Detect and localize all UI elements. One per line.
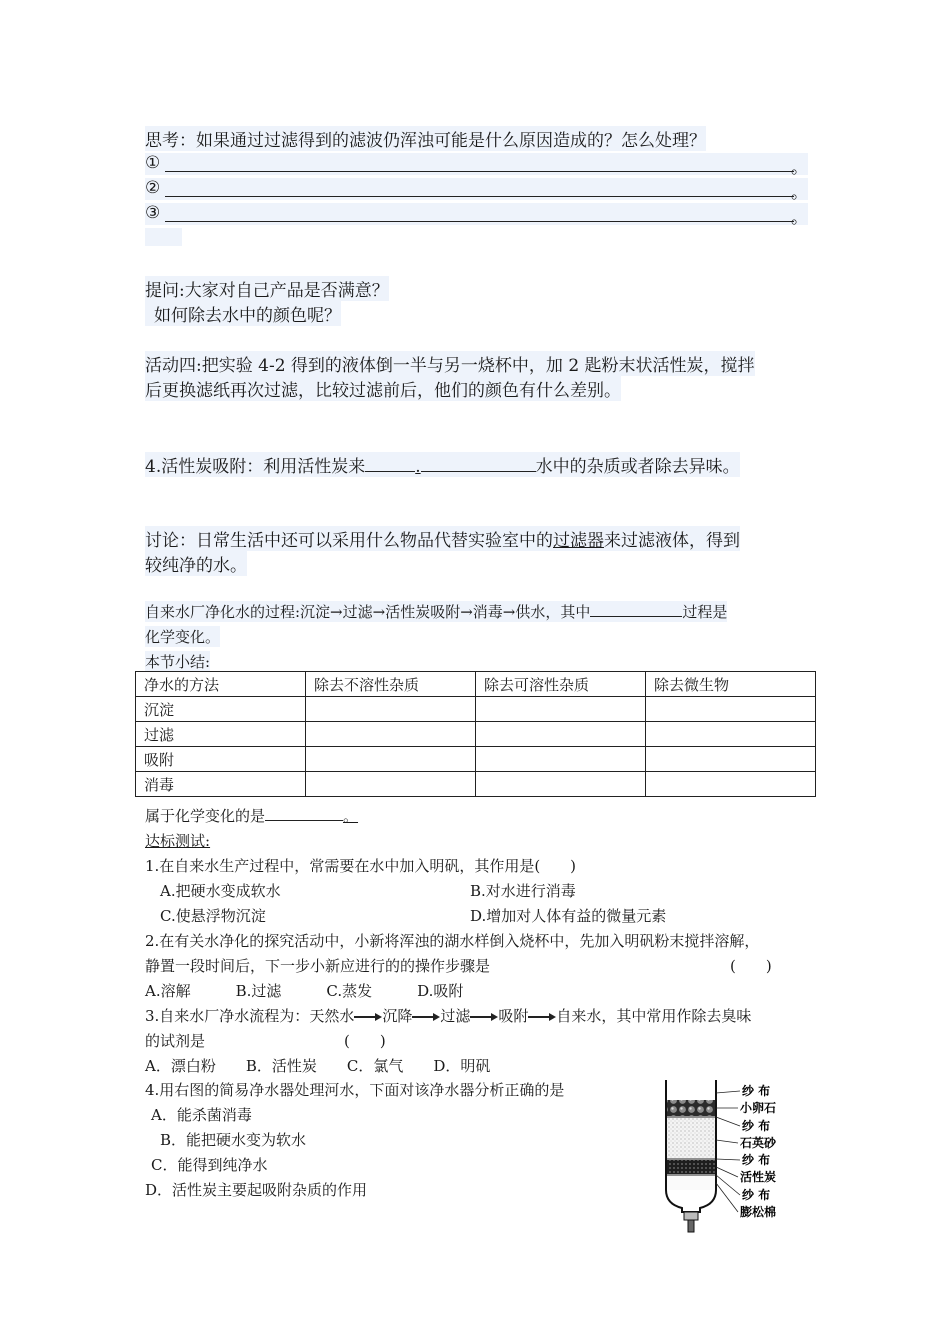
q3-step: 沉降 [382, 1007, 413, 1025]
answer-cell[interactable] [646, 747, 816, 772]
summary-table [135, 671, 816, 797]
flow-arrow-icon [470, 1014, 498, 1020]
adsorb-blank-2[interactable] [421, 457, 536, 472]
answer-line-2[interactable] [145, 178, 808, 203]
flow-arrow-icon [354, 1014, 382, 1020]
discuss-suffix: 来过滤液体，得到 [604, 531, 740, 551]
adsorb-suffix: 水中的杂质或者除去异味。 [535, 457, 740, 477]
q3-step: 吸附 [498, 1007, 529, 1025]
q4-option-b: B．能把硬水变为软水 [160, 1131, 307, 1149]
figure-label: 活性炭 [740, 1170, 777, 1184]
answer-cell[interactable] [306, 747, 476, 772]
answer-rule [165, 196, 794, 197]
answer-cell[interactable] [306, 772, 476, 797]
think-question: 思考：如果通过过滤得到的滤波仍浑浊可能是什么原因造成的？怎么处理？ [145, 126, 706, 151]
table-row [136, 772, 816, 797]
q4-option-d: D．活性炭主要起吸附杂质的作用 [145, 1181, 368, 1199]
chem-end: 。 [343, 807, 359, 825]
q3-line-2: 的试剂是 [145, 1032, 206, 1050]
q1-stem: 1.在自来水生产过程中，常需要在水中加入明矾，其作用是( ) [145, 857, 577, 875]
q4-stem: 4.用右图的简易净水器处理河水，下面对该净水器分析正确的是 [145, 1081, 565, 1099]
water-filter-diagram [660, 1078, 790, 1238]
table-row [136, 697, 816, 722]
discuss-prefix: 讨论：日常生活中还可以采用什么物品代替实验室中的 [145, 531, 553, 551]
method-cell: 吸附 [136, 747, 306, 772]
answer-cell[interactable] [646, 772, 816, 797]
answer-line-3[interactable] [145, 203, 808, 228]
q1-option-b: B.对水进行消毒 [470, 882, 576, 900]
discuss-line-2: 较纯净的水。 [145, 551, 247, 576]
q2-line-2: 静置一段时间后，下一步小新应进行的的操作步骤是 [145, 957, 491, 975]
table-header: 除去微生物 [646, 672, 816, 697]
q2-options: A.溶解 B.过滤 C.蒸发 D.吸附 [145, 982, 464, 1000]
table-header: 净水的方法 [136, 672, 306, 697]
test-title: 达标测试: [145, 832, 211, 850]
activity4-line-2: 后更换滤纸再次过滤，比较过滤前后，他们的颜色有什么差别。 [145, 376, 621, 401]
line-end-period: 。 [791, 208, 808, 228]
chem-blank[interactable] [265, 806, 343, 821]
answer-cell[interactable] [476, 772, 646, 797]
chem-change-line [145, 805, 370, 826]
q3-prefix: 3.自来水厂净水流程为：天然水 [145, 1007, 355, 1025]
q1-option-c: C.使悬浮物沉淀 [160, 907, 266, 925]
circled-mark: ③ [145, 203, 161, 223]
q1-option-d: D.增加对人体有益的微量元素 [470, 907, 667, 925]
q4-option-a: A．能杀菌消毒 [151, 1106, 252, 1124]
plant-blank[interactable] [590, 602, 682, 617]
plant-prefix: 自来水厂净化水的过程:沉淀→过滤→活性炭吸附→消毒→供水，其中 [145, 603, 591, 621]
plant-line-2: 化学变化。 [145, 628, 221, 646]
figure-label: 膨松棉 [740, 1205, 777, 1219]
adsorb-blank-dot: . [415, 457, 421, 477]
answer-cell[interactable] [306, 722, 476, 747]
figure-label: 纱 布 [742, 1153, 771, 1167]
filter-term: 过滤器 [553, 531, 604, 551]
q2-line-1: 2.在有关水净化的探究活动中，小新将浑浊的湖水样倒入烧杯中，先加入明矾粉末搅拌溶解， [145, 932, 760, 950]
answer-cell[interactable] [476, 722, 646, 747]
answer-cell[interactable] [306, 697, 476, 722]
adsorb-blank-1[interactable] [365, 457, 415, 472]
table-header: 除去不溶性杂质 [306, 672, 476, 697]
chem-prefix: 属于化学变化的是 [145, 807, 266, 825]
discuss-line-1 [145, 526, 740, 551]
figure-label: 纱 布 [742, 1084, 771, 1098]
adsorb-line [145, 452, 740, 477]
q3-step: 自来水，其中常用作除去臭味 [556, 1007, 752, 1025]
flow-arrow-icon [412, 1014, 440, 1020]
table-header-row [136, 672, 816, 697]
q3-paren: ( ) [344, 1032, 386, 1050]
method-cell: 消毒 [136, 772, 306, 797]
table-row [136, 747, 816, 772]
empty-highlight [145, 228, 182, 246]
circled-mark: ② [145, 178, 161, 198]
ask-line-1: 提问:大家对自己产品是否满意？ [145, 276, 389, 301]
q3-step: 过滤 [440, 1007, 471, 1025]
answer-cell[interactable] [476, 747, 646, 772]
filter-bottle [666, 1080, 716, 1232]
q3-line-1 [145, 1005, 751, 1026]
answer-cell[interactable] [646, 697, 816, 722]
q4-option-c: C．能得到纯净水 [151, 1156, 268, 1174]
figure-label: 石英砂 [740, 1136, 777, 1150]
flow-arrow-icon [528, 1014, 556, 1020]
q1-option-a: A.把硬水变成软水 [160, 882, 281, 900]
method-cell: 过滤 [136, 722, 306, 747]
answer-rule [165, 171, 794, 172]
q3-options: A．漂白粉 B．活性炭 C．氯气 D．明矾 [145, 1057, 491, 1075]
answer-cell[interactable] [646, 722, 816, 747]
adsorb-prefix: 4.活性炭吸附：利用活性炭来 [145, 457, 366, 477]
table-header: 除去可溶性杂质 [476, 672, 646, 697]
ask-line-2: 如何除去水中的颜色呢？ [145, 301, 341, 326]
plant-suffix: 过程是 [682, 603, 728, 621]
line-end-period: 。 [791, 158, 808, 178]
answer-rule [165, 221, 794, 222]
activity4-line-1: 活动四:把实验 4-2 得到的液体倒一半与另一烧杯中，加 2 匙粉末状活性炭，搅拌 [145, 351, 755, 376]
figure-label: 小卵石 [740, 1101, 777, 1115]
line-end-period: 。 [791, 183, 808, 203]
summary-title: 本节小结: [145, 653, 211, 671]
q2-paren: ( ) [730, 957, 772, 975]
answer-line-1[interactable] [145, 153, 808, 178]
circled-mark: ① [145, 153, 161, 173]
plant-line-1 [145, 601, 727, 622]
table-row [136, 722, 816, 747]
figure-label: 纱 布 [742, 1119, 771, 1133]
figure-label: 纱 布 [742, 1188, 771, 1202]
filter-leader-lines [716, 1091, 740, 1212]
method-cell: 沉淀 [136, 697, 306, 722]
answer-cell[interactable] [476, 697, 646, 722]
